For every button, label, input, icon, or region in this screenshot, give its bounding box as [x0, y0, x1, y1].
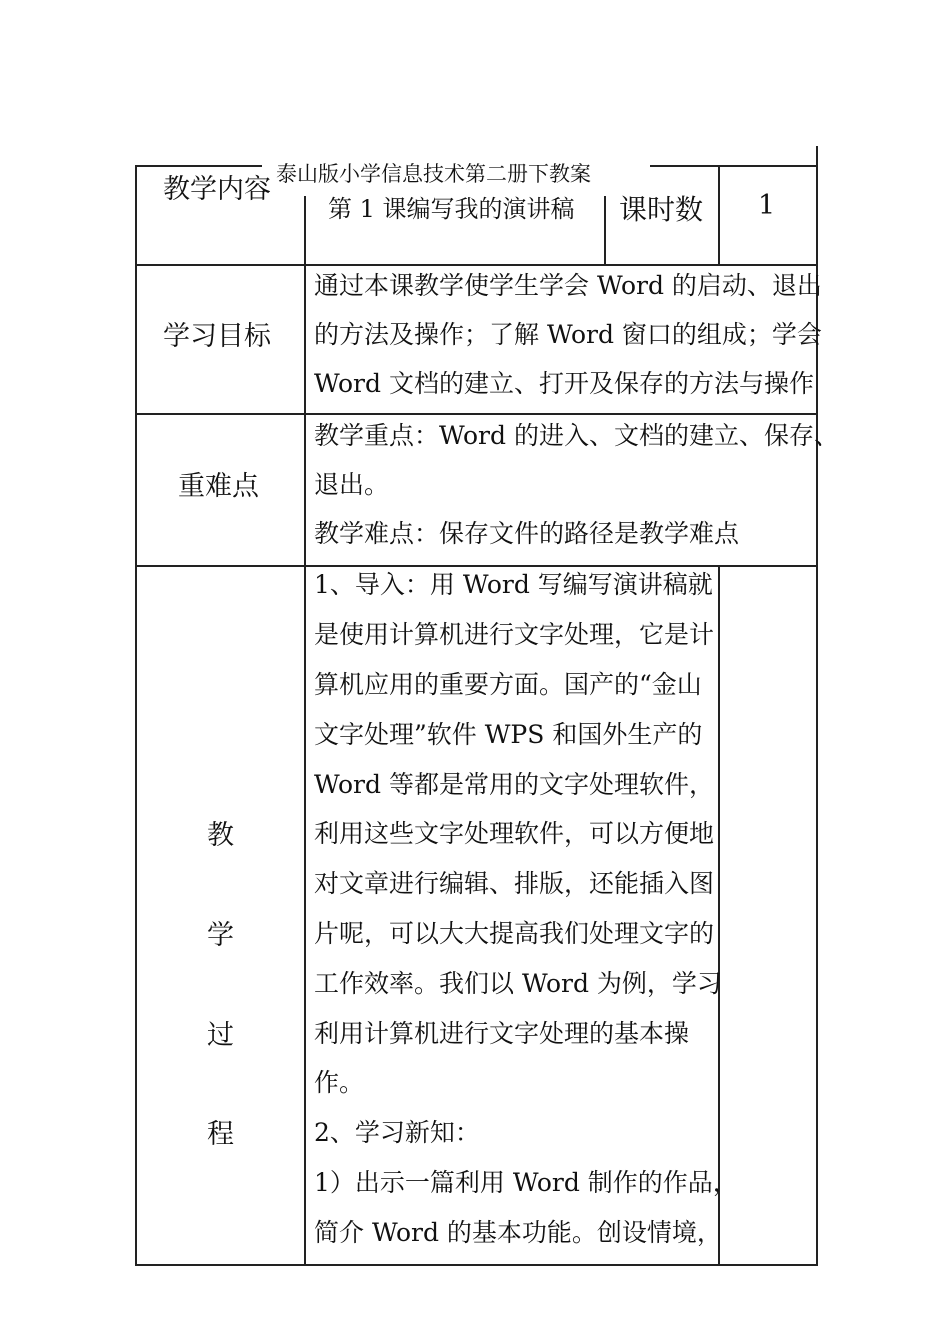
key-line-2: 退出。 — [314, 470, 390, 499]
process-line-6: 利用这些文字处理软件，可以方便地 — [314, 819, 715, 848]
process-line-13: 1）出示一篇利用 Word 制作的作品， — [314, 1168, 738, 1197]
process-line-3: 算机应用的重要方面。国产的“金山 — [314, 670, 702, 699]
process-line-9: 工作效率。我们以 Word 为例，学习 — [314, 969, 722, 998]
label-process-char-3: 过 — [207, 1020, 234, 1051]
process-line-8: 片呢，可以大大提高我们处理文字的 — [314, 919, 715, 948]
process-line-2: 是使用计算机进行文字处理，它是计 — [314, 620, 715, 649]
goals-line-3: Word 文档的建立、打开及保存的方法与操作 — [314, 369, 814, 398]
goals-line-1: 通过本课教学使学生学会 Word 的启动、退出 — [314, 271, 822, 300]
lesson-title: 第 1 课编写我的演讲稿 — [328, 195, 575, 223]
label-teaching-content: 教学内容 — [163, 174, 271, 205]
goals-line-2: 的方法及操作；了解 Word 窗口的组成；学会 — [314, 320, 822, 349]
table-border-bottom — [135, 1264, 818, 1266]
process-line-7: 对文章进行编辑、排版，还能插入图 — [314, 869, 715, 898]
process-line-1: 1、导入：用 Word 写编写演讲稿就 — [314, 570, 713, 599]
table-border-left — [135, 165, 137, 1265]
process-line-11: 作。 — [314, 1068, 365, 1097]
label-process-char-4: 程 — [207, 1119, 234, 1150]
key-line-1: 教学重点：Word 的进入、文档的建立、保存、 — [314, 421, 839, 450]
key-line-3: 教学难点：保存文件的路径是教学难点 — [314, 519, 740, 548]
class-hours-value: 1 — [758, 190, 776, 221]
column-divider-label — [304, 165, 306, 1265]
label-process-char-2: 学 — [207, 920, 234, 951]
document-header: 泰山版小学信息技术第二册下教案 — [276, 162, 591, 186]
label-learning-goals: 学习目标 — [163, 321, 271, 352]
label-key-difficulties: 重难点 — [178, 471, 259, 502]
column-divider-hours-value — [718, 165, 720, 265]
process-line-4: 文字处理”软件 WPS 和国外生产的 — [314, 720, 703, 749]
process-line-12: 2、学习新知： — [314, 1118, 480, 1147]
process-line-14: 简介 Word 的基本功能。创设情境， — [314, 1218, 722, 1247]
process-line-10: 利用计算机进行文字处理的基本操 — [314, 1019, 690, 1048]
label-class-hours: 课时数 — [619, 193, 704, 226]
process-line-5: Word 等都是常用的文字处理软件， — [314, 770, 714, 799]
label-process-char-1: 教 — [207, 820, 234, 851]
